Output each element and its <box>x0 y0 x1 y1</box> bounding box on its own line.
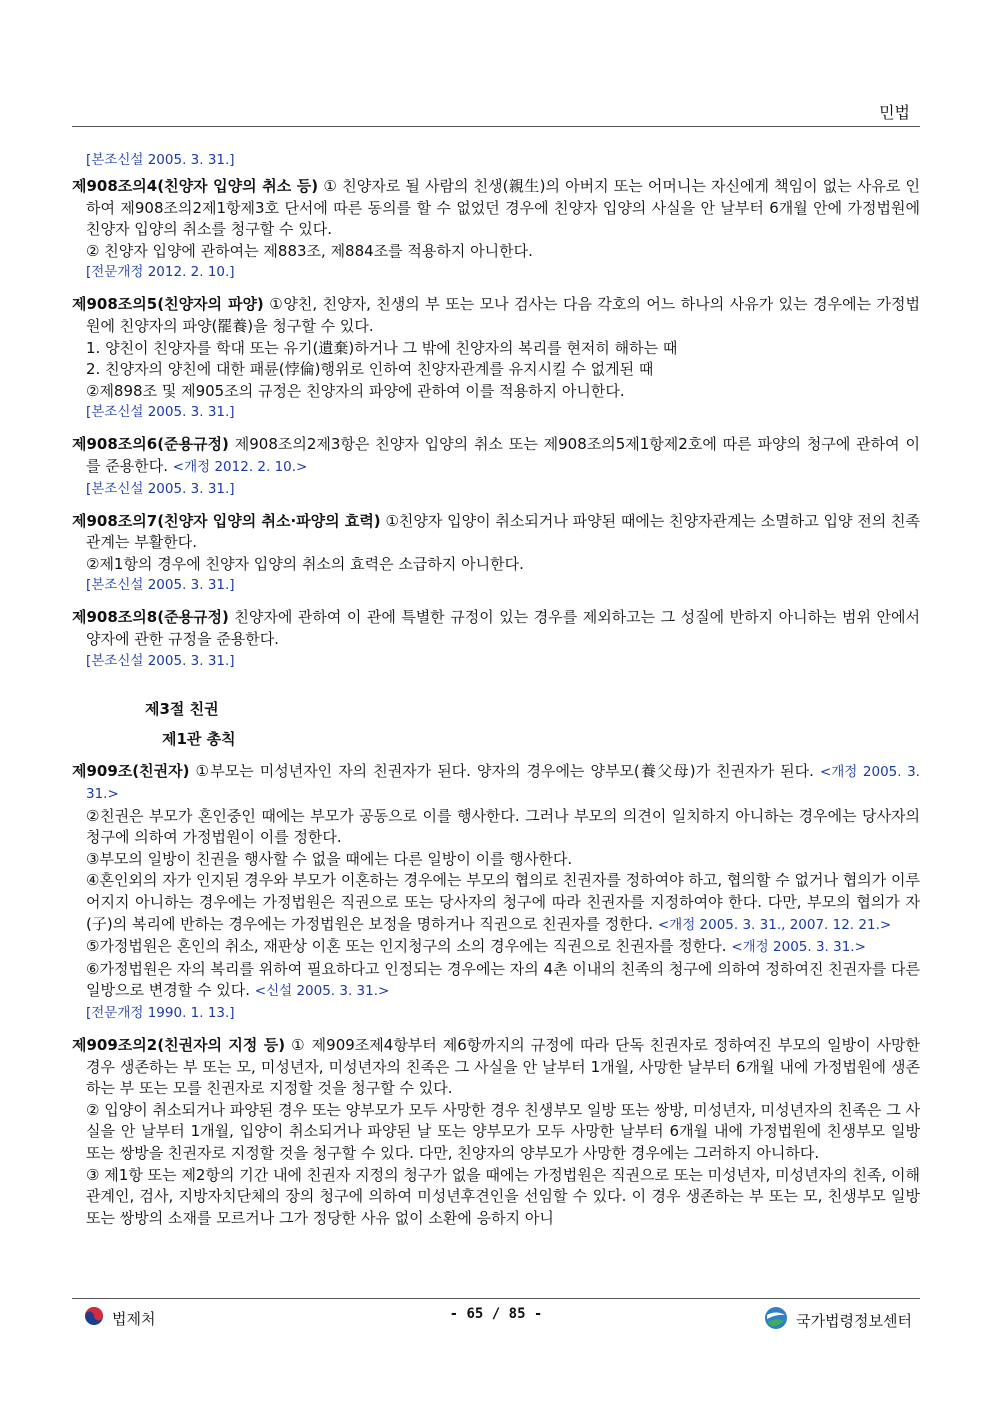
chapter-heading: 제3절 친권 <box>145 699 219 718</box>
paragraph: ② 친양자 입양에 관하여는 제883조, 제884조를 적용하지 아니한다. <box>86 241 533 260</box>
globe-logo-icon <box>764 1306 788 1334</box>
article-908-7 <box>72 511 920 597</box>
article-heading: 제908조의6(준용규정) <box>72 435 229 454</box>
footer-right <box>764 1306 912 1334</box>
footer-divider <box>72 1298 920 1299</box>
paragraph: ① 제909조제4항부터 제6항까지의 규정에 따라 단독 친권자로 정하여진 부모의 일방이 사망한 경우 생존하는 부 또는 모, 미성년자, 미성년자의 친족은 그 사실을 안 날부터 1개월, 사망한 날부터 6개월 내에 가정법원에 생존하는 부 또는 모를 친권자로 지정할 것을 청구할 수 있다. <box>86 1036 920 1098</box>
paragraph: ①친양자 입양이 취소되거나 파양된 때에는 친양자관계는 소멸하고 입양 전의 친족관계는 부활한다. <box>86 511 920 552</box>
article-908-4 <box>72 176 920 283</box>
amendment-annotation: <개정 2005. 3. 31., 2007. 12. 21.> <box>657 916 892 933</box>
article-heading: 제909조(친권자) <box>72 761 190 780</box>
revision-note: [본조신설 2005. 3. 31.] <box>86 577 235 594</box>
revision-note: [본조신설 2005. 3. 31.] <box>86 152 235 168</box>
amendment-annotation: <신설 2005. 3. 31.> <box>254 983 390 1000</box>
revision-note: [본조신설 2005. 3. 31.] <box>86 404 235 421</box>
article-heading: 제908조의4(친양자 입양의 취소 등) <box>72 177 319 195</box>
paragraph: ① 친양자로 될 사람의 친생(親生)의 아버지 또는 어머니는 자신에게 책임이 없는 사유로 인하여 제908조의2제1항제3호 단서에 따른 동의를 할 수 없었던 경우에 친양자 입양의 사실을 안 날부터 6개월 안에 가정법원에 친양자 입양의 취소를 청구할 수 있다. <box>86 177 920 239</box>
paragraph: ② 입양이 취소되거나 파양된 경우 또는 양부모가 모두 사망한 경우 친생부모 일방 또는 쌍방, 미성년자, 미성년자의 친족은 그 사실을 안 날부터 1개월, 입양이 취소되거나 파양된 날 또는 양부모가 모두 사망한 날부터 6개월 내에 가정법원에 친생부모 일방 또는 쌍방을 친권자로 지정할 것을 청구할 수 있다. 다만, 친양자의 양부모가 사망한 경우에는 그러하지 아니하다. <box>86 1100 920 1162</box>
amendment-annotation: <개정 2012. 2. 10.> <box>172 458 308 475</box>
amendment-annotation: <개정 2005. 3. 31.> <box>731 939 866 956</box>
revision-note: [본조신설 2005. 3. 31.] <box>86 652 235 669</box>
paragraph: ②제898조 및 제905조의 규정은 친양자의 파양에 관하여 이를 적용하지 아니한다. <box>86 381 625 400</box>
page-header-title: 민법 <box>879 103 910 122</box>
article-908-5 <box>72 294 920 423</box>
article-908-6 <box>72 434 920 499</box>
header-divider <box>72 126 920 127</box>
paragraph: ③ 제1항 또는 제2항의 기간 내에 친권자 지정의 청구가 없을 때에는 가정법원은 직권으로 또는 미성년자, 미성년자의 친족, 이해관계인, 검사, 지방자치단체의 장의 청구에 의하여 미성년후견인을 선임할 수 있다. 이 경우 생존하는 부 또는 모, 친생부모 일방 또는 쌍방의 소재를 모르거나 그가 정당한 사유 없이 소환에 응하지 아니 <box>86 1165 920 1227</box>
amendment-annotation: <개정 2005. 3. 31.> <box>86 763 920 803</box>
paragraph: ⑤가정법원은 혼인의 취소, 재판상 이혼 또는 인지청구의 소의 경우에는 직권으로 친권자를 정한다. <box>86 937 727 956</box>
paragraph: ②친권은 부모가 혼인중인 때에는 부모가 공동으로 이를 행사한다. 그러나 부모의 의견이 일치하지 아니하는 경우에는 당사자의 청구에 의하여 가정법원이 이를 정한다. <box>86 806 920 847</box>
paragraph: ①양친, 친양자, 친생의 부 또는 모나 검사는 다음 각호의 어느 하나의 사유가 있는 경우에는 가정법원에 친양자의 파양(罷養)을 청구할 수 있다. <box>86 295 920 335</box>
paragraph: ④혼인외의 자가 인지된 경우와 부모가 이혼하는 경우에는 부모의 협의로 친권자를 정하여야 하고, 협의할 수 없거나 협의가 이루어지지 아니하는 경우에는 가정법원은 직권으로 또는 당사자의 청구에 따라 친권자를 지정하여야 한다. 다만, 부모의 협의가 자(子)의 복리에 반하는 경우에는 가정법원은 보정을 명하거나 직권으로 친권자를 정한다. <box>86 871 920 933</box>
article-heading: 제908조의7(친양자 입양의 취소·파양의 효력) <box>72 511 381 530</box>
article-908-8 <box>72 607 920 671</box>
article-heading: 제908조의5(친양자의 파양) <box>72 295 264 314</box>
page-number: - 65 / 85 - <box>449 1306 543 1322</box>
paragraph: 제908조의2제3항은 친양자 입양의 취소 또는 제908조의5제1항제2호에 따른 파양의 청구에 관하여 이를 준용한다. <box>86 435 920 475</box>
document-body <box>72 150 920 1240</box>
paragraph: 2. 친양자의 양친에 대한 패륜(悖倫)행위로 인하여 친양자관계를 유지시킬 수 없게된 때 <box>86 360 654 379</box>
revision-note: [전문개정 2012. 2. 10.] <box>86 264 235 281</box>
article-909-2 <box>72 1035 920 1229</box>
article-heading: 제908조의8(준용규정) <box>72 608 229 627</box>
paragraph: ③부모의 일방이 친권을 행사할 수 없을 때에는 다른 일방이 이를 행사한다. <box>86 849 573 868</box>
section-heading: 제1관 총칙 <box>162 729 236 748</box>
article-909 <box>72 761 920 1025</box>
paragraph: ②제1항의 경우에 친양자 입양의 취소의 효력은 소급하지 아니한다. <box>86 554 524 573</box>
footer-org-name: 법제처 <box>112 1309 156 1328</box>
footer-site-name: 국가법령정보센터 <box>796 1311 912 1330</box>
article-heading: 제909조의2(친권자의 지정 등) <box>72 1036 286 1055</box>
paragraph: ⑥가정법원은 자의 복리를 위하여 필요하다고 인정되는 경우에는 자의 4촌 이내의 친족의 청구에 의하여 정하여진 친권자를 다른 일방으로 변경할 수 있다. <box>86 959 920 1000</box>
revision-note: [전문개정 1990. 1. 13.] <box>86 1005 235 1022</box>
paragraph: 1. 양친이 친양자를 학대 또는 유기(遺棄)하거나 그 밖에 친양자의 복리를 현저히 해하는 때 <box>86 338 678 357</box>
revision-note: [본조신설 2005. 3. 31.] <box>86 480 235 497</box>
paragraph: 친양자에 관하여 이 관에 특별한 규정이 있는 경우를 제외하고는 그 성질에 반하지 아니하는 범위 안에서 양자에 관한 규정을 준용한다. <box>86 608 920 648</box>
paragraph: ①부모는 미성년자인 자의 친권자가 된다. 양자의 경우에는 양부모(養父母)가 친권자가 된다. <box>195 761 814 780</box>
